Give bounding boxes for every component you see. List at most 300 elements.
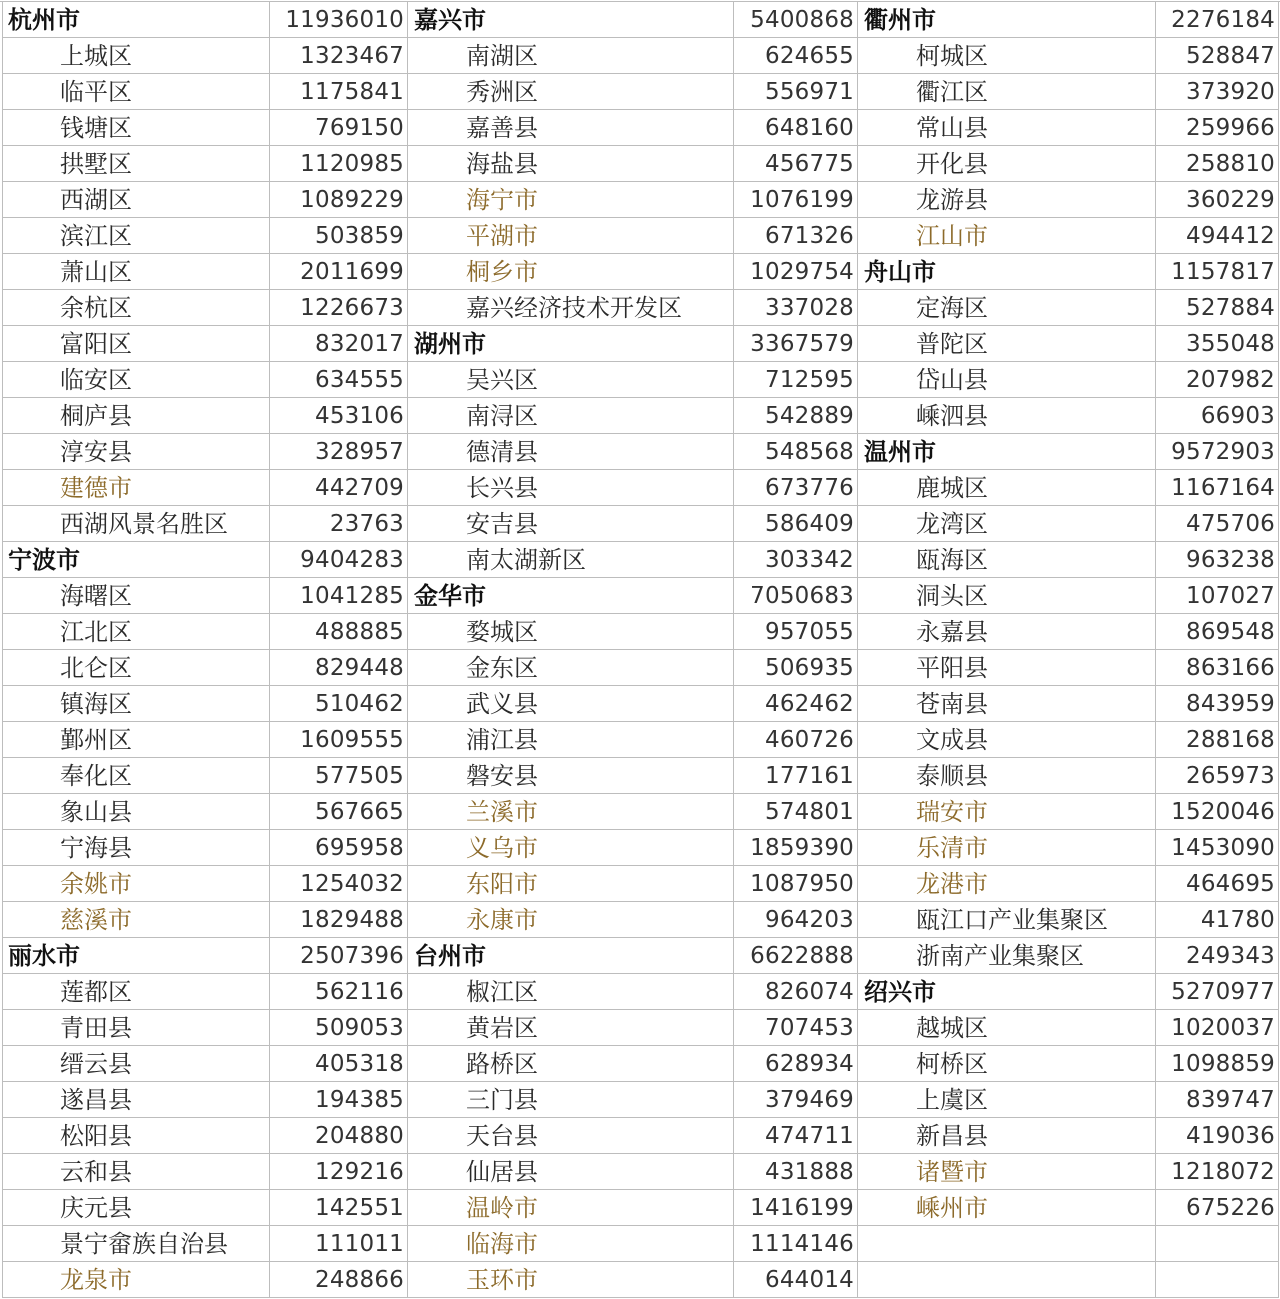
table-row bbox=[858, 614, 1278, 650]
district-name: 嵊州市 bbox=[858, 1190, 1156, 1225]
district-name: 温岭市 bbox=[408, 1190, 734, 1225]
table-row bbox=[2, 650, 407, 686]
population-value: 194385 bbox=[315, 1087, 404, 1113]
district-name: 永嘉县 bbox=[858, 614, 1156, 649]
city-row bbox=[858, 974, 1278, 1010]
city-row bbox=[408, 938, 857, 974]
population-value: 288168 bbox=[1186, 727, 1275, 753]
city-name: 金华市 bbox=[408, 578, 734, 613]
population-value: 475706 bbox=[1186, 511, 1275, 537]
district-name: 武义县 bbox=[408, 686, 734, 721]
table-row bbox=[2, 758, 407, 794]
district-name: 南湖区 bbox=[408, 38, 734, 73]
population-value: 826074 bbox=[765, 979, 854, 1005]
population-value: 142551 bbox=[315, 1195, 404, 1221]
table-row bbox=[858, 866, 1278, 902]
table-row bbox=[2, 794, 407, 830]
table-row bbox=[2, 974, 407, 1010]
district-name: 桐乡市 bbox=[408, 254, 734, 289]
table-row bbox=[408, 758, 857, 794]
population-value: 462462 bbox=[765, 691, 854, 717]
population-value: 259966 bbox=[1186, 115, 1275, 141]
city-row bbox=[2, 938, 407, 974]
district-name: 安吉县 bbox=[408, 506, 734, 541]
population-value: 265973 bbox=[1186, 763, 1275, 789]
population-value: 204880 bbox=[315, 1123, 404, 1149]
table-row bbox=[408, 1118, 857, 1154]
population-value: 1041285 bbox=[300, 583, 404, 609]
district-name: 江山市 bbox=[858, 218, 1156, 253]
district-name: 嘉兴经济技术开发区 bbox=[408, 290, 734, 325]
population-value: 442709 bbox=[315, 475, 404, 501]
district-name: 三门县 bbox=[408, 1082, 734, 1117]
grid-line bbox=[2, 2, 3, 1298]
population-value: 562116 bbox=[315, 979, 404, 1005]
table-row bbox=[408, 794, 857, 830]
district-name: 文成县 bbox=[858, 722, 1156, 757]
district-name: 奉化区 bbox=[2, 758, 270, 793]
district-name: 秀洲区 bbox=[408, 74, 734, 109]
district-name: 景宁畲族自治县 bbox=[2, 1226, 270, 1261]
population-value: 1609555 bbox=[300, 727, 404, 753]
population-value: 843959 bbox=[1186, 691, 1275, 717]
population-value: 1167164 bbox=[1171, 475, 1275, 501]
district-name: 德清县 bbox=[408, 434, 734, 469]
district-name: 龙湾区 bbox=[858, 506, 1156, 541]
table-row bbox=[408, 506, 857, 542]
population-value: 634555 bbox=[315, 367, 404, 393]
population-value: 624655 bbox=[765, 43, 854, 69]
table-row bbox=[858, 938, 1278, 974]
population-value: 577505 bbox=[315, 763, 404, 789]
district-name: 柯城区 bbox=[858, 38, 1156, 73]
district-name: 庆元县 bbox=[2, 1190, 270, 1225]
city-name: 湖州市 bbox=[408, 326, 734, 361]
district-name: 仙居县 bbox=[408, 1154, 734, 1189]
population-value: 1029754 bbox=[750, 259, 854, 285]
district-name: 龙游县 bbox=[858, 182, 1156, 217]
population-value: 1416199 bbox=[750, 1195, 854, 1221]
table-row bbox=[408, 1226, 857, 1262]
population-value: 829448 bbox=[315, 655, 404, 681]
table-row bbox=[2, 866, 407, 902]
table-row bbox=[408, 1082, 857, 1118]
district-name: 天台县 bbox=[408, 1118, 734, 1153]
population-value: 964203 bbox=[765, 907, 854, 933]
table-row bbox=[2, 146, 407, 182]
population-value bbox=[1156, 1262, 1278, 1297]
population-value: 673776 bbox=[765, 475, 854, 501]
district-name: 南浔区 bbox=[408, 398, 734, 433]
population-value: 2276184 bbox=[1171, 7, 1275, 33]
district-name: 普陀区 bbox=[858, 326, 1156, 361]
district-name: 桐庐县 bbox=[2, 398, 270, 433]
table-row bbox=[2, 1118, 407, 1154]
city-row bbox=[858, 434, 1278, 470]
table-row bbox=[2, 830, 407, 866]
population-value: 1226673 bbox=[300, 295, 404, 321]
population-value: 6622888 bbox=[750, 943, 854, 969]
population-value: 574801 bbox=[765, 799, 854, 825]
district-name: 苍南县 bbox=[858, 686, 1156, 721]
table-row bbox=[2, 218, 407, 254]
population-value: 1323467 bbox=[300, 43, 404, 69]
grid-line bbox=[1278, 2, 1279, 1298]
table-row bbox=[408, 110, 857, 146]
table-row bbox=[858, 1010, 1278, 1046]
city-row bbox=[2, 542, 407, 578]
district-name: 上城区 bbox=[2, 38, 270, 73]
district-name: 平阳县 bbox=[858, 650, 1156, 685]
table-row bbox=[858, 650, 1278, 686]
population-value: 1120985 bbox=[300, 151, 404, 177]
district-name: 吴兴区 bbox=[408, 362, 734, 397]
table-row bbox=[858, 146, 1278, 182]
table-row bbox=[408, 1046, 857, 1082]
district-name: 淳安县 bbox=[2, 434, 270, 469]
table-row bbox=[858, 1226, 1278, 1262]
table-row bbox=[408, 182, 857, 218]
table-row bbox=[858, 1118, 1278, 1154]
table-row bbox=[2, 254, 407, 290]
district-name: 海曙区 bbox=[2, 578, 270, 613]
district-name: 兰溪市 bbox=[408, 794, 734, 829]
district-name: 遂昌县 bbox=[2, 1082, 270, 1117]
district-name: 义乌市 bbox=[408, 830, 734, 865]
district-name: 鹿城区 bbox=[858, 470, 1156, 505]
population-value: 1087950 bbox=[750, 871, 854, 897]
district-name: 海宁市 bbox=[408, 182, 734, 217]
district-name: 龙泉市 bbox=[2, 1262, 270, 1297]
district-name: 乐清市 bbox=[858, 830, 1156, 865]
population-value: 1175841 bbox=[300, 79, 404, 105]
population-value: 528847 bbox=[1186, 43, 1275, 69]
population-value: 769150 bbox=[315, 115, 404, 141]
population-value: 303342 bbox=[765, 547, 854, 573]
table-row bbox=[858, 758, 1278, 794]
population-value: 5400868 bbox=[750, 7, 854, 33]
table-row bbox=[2, 1226, 407, 1262]
district-name: 瓯海区 bbox=[858, 542, 1156, 577]
population-value: 1098859 bbox=[1171, 1051, 1275, 1077]
table-row bbox=[2, 326, 407, 362]
table-row bbox=[408, 902, 857, 938]
population-value: 1829488 bbox=[300, 907, 404, 933]
district-name: 北仑区 bbox=[2, 650, 270, 685]
city-row bbox=[408, 326, 857, 362]
population-value: 456775 bbox=[765, 151, 854, 177]
population-value: 863166 bbox=[1186, 655, 1275, 681]
district-name: 滨江区 bbox=[2, 218, 270, 253]
population-value: 1859390 bbox=[750, 835, 854, 861]
district-name: 镇海区 bbox=[2, 686, 270, 721]
population-value: 2507396 bbox=[300, 943, 404, 969]
population-value: 695958 bbox=[315, 835, 404, 861]
table-row bbox=[408, 1154, 857, 1190]
table-row bbox=[408, 1190, 857, 1226]
district-name: 黄岩区 bbox=[408, 1010, 734, 1045]
population-value: 111011 bbox=[315, 1231, 404, 1257]
population-value: 431888 bbox=[765, 1159, 854, 1185]
population-value: 707453 bbox=[765, 1015, 854, 1041]
table-row bbox=[2, 182, 407, 218]
table-row bbox=[2, 1082, 407, 1118]
district-name: 婺城区 bbox=[408, 614, 734, 649]
population-value: 1076199 bbox=[750, 187, 854, 213]
population-value: 556971 bbox=[765, 79, 854, 105]
table-row bbox=[858, 110, 1278, 146]
district-name: 鄞州区 bbox=[2, 722, 270, 757]
population-value: 453106 bbox=[315, 403, 404, 429]
population-value: 1453090 bbox=[1171, 835, 1275, 861]
population-value: 373920 bbox=[1186, 79, 1275, 105]
district-name: 瓯江口产业集聚区 bbox=[858, 902, 1156, 937]
table-row bbox=[408, 398, 857, 434]
district-name: 江北区 bbox=[2, 614, 270, 649]
table-row bbox=[408, 218, 857, 254]
population-value: 9404283 bbox=[300, 547, 404, 573]
population-value: 510462 bbox=[315, 691, 404, 717]
table-row bbox=[408, 542, 857, 578]
city-name: 杭州市 bbox=[2, 2, 270, 37]
table-row bbox=[2, 434, 407, 470]
table-row bbox=[2, 1154, 407, 1190]
population-value: 1089229 bbox=[300, 187, 404, 213]
city-name: 衢州市 bbox=[858, 2, 1156, 37]
district-name: 岱山县 bbox=[858, 362, 1156, 397]
district-name: 云和县 bbox=[2, 1154, 270, 1189]
population-value: 248866 bbox=[315, 1267, 404, 1293]
table-row bbox=[858, 506, 1278, 542]
population-value: 648160 bbox=[765, 115, 854, 141]
district-name: 临安区 bbox=[2, 362, 270, 397]
population-value: 207982 bbox=[1186, 367, 1275, 393]
table-row bbox=[858, 218, 1278, 254]
population-value: 23763 bbox=[329, 511, 404, 537]
table-row bbox=[858, 182, 1278, 218]
district-name: 西湖风景名胜区 bbox=[2, 506, 270, 541]
population-value: 360229 bbox=[1186, 187, 1275, 213]
table-row bbox=[2, 470, 407, 506]
district-name: 余杭区 bbox=[2, 290, 270, 325]
city-name: 嘉兴市 bbox=[408, 2, 734, 37]
population-value: 405318 bbox=[315, 1051, 404, 1077]
population-value: 488885 bbox=[315, 619, 404, 645]
table-row bbox=[2, 1190, 407, 1226]
table-row bbox=[858, 722, 1278, 758]
table-row bbox=[2, 686, 407, 722]
district-name: 南太湖新区 bbox=[408, 542, 734, 577]
table-row bbox=[408, 866, 857, 902]
table-row bbox=[408, 650, 857, 686]
district-name: 慈溪市 bbox=[2, 902, 270, 937]
table-row bbox=[858, 74, 1278, 110]
population-value: 506935 bbox=[765, 655, 854, 681]
district-name: 诸暨市 bbox=[858, 1154, 1156, 1189]
population-value: 1520046 bbox=[1171, 799, 1275, 825]
district-name: 建德市 bbox=[2, 470, 270, 505]
district-name: 临海市 bbox=[408, 1226, 734, 1261]
table-row bbox=[408, 614, 857, 650]
population-value: 460726 bbox=[765, 727, 854, 753]
district-name: 泰顺县 bbox=[858, 758, 1156, 793]
population-value: 2011699 bbox=[300, 259, 404, 285]
district-name: 越城区 bbox=[858, 1010, 1156, 1045]
district-name: 松阳县 bbox=[2, 1118, 270, 1153]
table-row bbox=[408, 830, 857, 866]
district-name: 西湖区 bbox=[2, 182, 270, 217]
table-row bbox=[858, 398, 1278, 434]
district-name: 瑞安市 bbox=[858, 794, 1156, 829]
city-name: 台州市 bbox=[408, 938, 734, 973]
city-row bbox=[408, 2, 857, 38]
district-name: 金东区 bbox=[408, 650, 734, 685]
population-value: 1157817 bbox=[1171, 259, 1275, 285]
table-row bbox=[2, 614, 407, 650]
table-row bbox=[408, 362, 857, 398]
population-value: 66903 bbox=[1200, 403, 1275, 429]
city-name: 舟山市 bbox=[858, 254, 1156, 289]
district-name: 拱墅区 bbox=[2, 146, 270, 181]
district-name: 嵊泗县 bbox=[858, 398, 1156, 433]
table-column-1 bbox=[2, 2, 407, 1298]
population-value: 503859 bbox=[315, 223, 404, 249]
table-row bbox=[408, 1010, 857, 1046]
district-name: 萧山区 bbox=[2, 254, 270, 289]
table-row bbox=[858, 38, 1278, 74]
city-row bbox=[858, 2, 1278, 38]
table-row bbox=[858, 1190, 1278, 1226]
population-value: 869548 bbox=[1186, 619, 1275, 645]
table-row bbox=[858, 290, 1278, 326]
district-name: 定海区 bbox=[858, 290, 1156, 325]
district-name: 青田县 bbox=[2, 1010, 270, 1045]
population-value: 712595 bbox=[765, 367, 854, 393]
district-name: 富阳区 bbox=[2, 326, 270, 361]
population-value: 832017 bbox=[315, 331, 404, 357]
population-value: 1218072 bbox=[1171, 1159, 1275, 1185]
table-row bbox=[858, 794, 1278, 830]
population-value: 963238 bbox=[1186, 547, 1275, 573]
population-value: 527884 bbox=[1186, 295, 1275, 321]
table-row bbox=[858, 362, 1278, 398]
population-value: 177161 bbox=[765, 763, 854, 789]
table-row bbox=[408, 146, 857, 182]
district-name: 浦江县 bbox=[408, 722, 734, 757]
population-value: 328957 bbox=[315, 439, 404, 465]
table-row bbox=[2, 722, 407, 758]
table-row bbox=[2, 290, 407, 326]
population-value: 464695 bbox=[1186, 871, 1275, 897]
city-row bbox=[408, 578, 857, 614]
population-value: 474711 bbox=[765, 1123, 854, 1149]
city-name: 绍兴市 bbox=[858, 974, 1156, 1009]
population-value: 628934 bbox=[765, 1051, 854, 1077]
population-value: 337028 bbox=[765, 295, 854, 321]
district-name bbox=[858, 1226, 1156, 1261]
district-name: 常山县 bbox=[858, 110, 1156, 145]
population-value: 419036 bbox=[1186, 1123, 1275, 1149]
population-value: 671326 bbox=[765, 223, 854, 249]
population-value: 957055 bbox=[765, 619, 854, 645]
district-name: 龙港市 bbox=[858, 866, 1156, 901]
district-name: 临平区 bbox=[2, 74, 270, 109]
table-row bbox=[2, 38, 407, 74]
population-value: 542889 bbox=[765, 403, 854, 429]
district-name: 海盐县 bbox=[408, 146, 734, 181]
table-row bbox=[408, 470, 857, 506]
district-name: 磐安县 bbox=[408, 758, 734, 793]
table-row bbox=[858, 1046, 1278, 1082]
district-name: 嘉善县 bbox=[408, 110, 734, 145]
population-value: 249343 bbox=[1186, 943, 1275, 969]
district-name: 余姚市 bbox=[2, 866, 270, 901]
table-row bbox=[2, 506, 407, 542]
population-value: 494412 bbox=[1186, 223, 1275, 249]
table-row bbox=[408, 434, 857, 470]
district-name: 莲都区 bbox=[2, 974, 270, 1009]
district-name: 宁海县 bbox=[2, 830, 270, 865]
table-row bbox=[2, 110, 407, 146]
district-name: 开化县 bbox=[858, 146, 1156, 181]
city-name: 宁波市 bbox=[2, 542, 270, 577]
table-row bbox=[2, 1046, 407, 1082]
population-value: 355048 bbox=[1186, 331, 1275, 357]
table-column-3 bbox=[858, 2, 1278, 1298]
district-name: 新昌县 bbox=[858, 1118, 1156, 1153]
table-row bbox=[858, 686, 1278, 722]
district-name: 缙云县 bbox=[2, 1046, 270, 1081]
table-row bbox=[2, 578, 407, 614]
district-name: 浙南产业集聚区 bbox=[858, 938, 1156, 973]
population-value: 7050683 bbox=[750, 583, 854, 609]
population-value: 1254032 bbox=[300, 871, 404, 897]
table-row bbox=[408, 686, 857, 722]
district-name: 椒江区 bbox=[408, 974, 734, 1009]
table-row bbox=[858, 902, 1278, 938]
district-name: 玉环市 bbox=[408, 1262, 734, 1297]
table-row bbox=[408, 974, 857, 1010]
grid-line bbox=[407, 2, 408, 1298]
district-name: 衢江区 bbox=[858, 74, 1156, 109]
table-row bbox=[2, 362, 407, 398]
city-name: 温州市 bbox=[858, 434, 1156, 469]
table-row bbox=[858, 326, 1278, 362]
population-value: 586409 bbox=[765, 511, 854, 537]
city-name: 丽水市 bbox=[2, 938, 270, 973]
city-row bbox=[858, 254, 1278, 290]
population-value: 839747 bbox=[1186, 1087, 1275, 1113]
population-value: 9572903 bbox=[1171, 439, 1275, 465]
district-name: 永康市 bbox=[408, 902, 734, 937]
grid-line bbox=[857, 2, 858, 1298]
population-value: 509053 bbox=[315, 1015, 404, 1041]
district-name: 长兴县 bbox=[408, 470, 734, 505]
population-value: 107027 bbox=[1186, 583, 1275, 609]
table-row bbox=[2, 902, 407, 938]
district-name: 钱塘区 bbox=[2, 110, 270, 145]
population-value: 675226 bbox=[1186, 1195, 1275, 1221]
table-column-2 bbox=[408, 2, 857, 1298]
district-name: 东阳市 bbox=[408, 866, 734, 901]
table-row bbox=[858, 1154, 1278, 1190]
table-row bbox=[408, 74, 857, 110]
population-value: 129216 bbox=[315, 1159, 404, 1185]
population-value: 41780 bbox=[1200, 907, 1275, 933]
table-row bbox=[408, 254, 857, 290]
table-row bbox=[408, 290, 857, 326]
table-row bbox=[858, 542, 1278, 578]
